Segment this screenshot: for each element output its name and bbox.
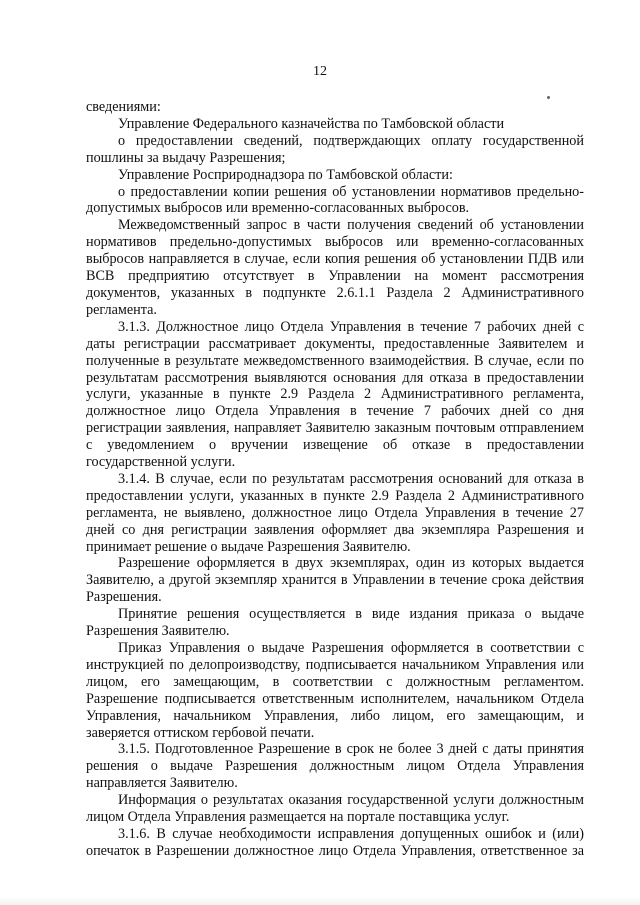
body-text (86, 99, 584, 860)
paragraph-fee-info: о предоставлении сведений, подтверждающих оплату государственной пошлины за выдачу Разрешения; (86, 132, 584, 166)
paragraph-3-1-5: 3.1.5. Подготовленное Разрешение в срок не более 3 дней с даты принятия решения о выдаче Разрешения должностным лицом Отдела Управления направляется Заявителю. (86, 741, 584, 792)
paragraph-order-issue: Принятие решения осуществляется в виде издания приказа о выдаче Разрешения Заявителю. (86, 606, 584, 640)
paragraph-treasury: Управление Федерального казначейства по Тамбовской области (118, 115, 505, 132)
paragraph-3-1-3: 3.1.3. Должностное лицо Отдела Управления в течение 7 рабочих дней с даты регистрации рассматривает документы, предоставленные Заявителем и полученные в результате межведомственного взаимодействия. В случае, если по результатам рассмотрения выявляются основания для отказа в предоставлении услуги, указанные в пункте 2.9 Раздела 2 Административного регламента, должностное лицо Отдела Управления в течение 7 рабочих дней со дня регистрации заявления, направляет Заявителю заказным почтовым отправлением с уведомлением о вручении извещение об отказе в предоставлении государственной услуги. (86, 318, 584, 471)
paragraph-order-signing: Приказ Управления о выдаче Разрешения оформляется в соответствии с инструкцией по делопроизводству, подписывается начальником Управления или лицом, его замещающим, в соответствии с должностным регламентом. Разрешение подписывается ответственным исполнителем, начальником Отдела Управления, начальником Управления, либо лицом, его замещающим, и заверяется оттиском гербовой печати. (86, 640, 584, 741)
paragraph-3-1-4: 3.1.4. В случае, если по результатам рассмотрения оснований для отказа в предоставлении услуги, указанных в пункте 2.9 Раздела 2 Административного регламента, не выявлено, должностное лицо Отдела Управления в течение 27 дней со дня регистрации заявления оформляет два экземпляра Разрешения и принимает решение о выдаче Разрешения Заявителю. (86, 470, 584, 555)
paragraph-intro: сведениями: (86, 99, 161, 115)
paragraph-rosprirodnadzor: Управление Росприроднадзора по Тамбовской области: (118, 166, 453, 183)
paragraph-interagency-request: Межведомственный запрос в части получения сведений об установлении нормативов предельно-допустимых выбросов или временно-согласованных выбросов направляется в случае, если копия решения об установлении ПДВ или ВСВ предприятию отсутствует в Управлении на момент рассмотрения документов, указанных в подпункте 2.6.1.1 Раздела 2 Административного регламента. (86, 217, 584, 318)
scan-edge-shadow (0, 897, 640, 905)
paragraph-portal-info: Информация о результатах оказания государственной услуги должностным лицом Отдела Управления размещается на портале поставщика услуг. (86, 792, 584, 826)
paragraph-norms-copy: о предоставлении копии решения об установлении нормативов предельно-допустимых выбросов или временно-согласованных выбросов. (86, 183, 584, 217)
paragraph-two-copies: Разрешение оформляется в двух экземплярах, один из которых выдается Заявителю, а другой экземпляр хранится в Управлении в течение срока действия Разрешения. (86, 555, 584, 606)
paragraph-3-1-6: 3.1.6. В случае необходимости исправления допущенных ошибок и (или) опечаток в Разрешении должностное лицо Отдела Управления, ответственное за (86, 825, 584, 859)
page-number: 12 (313, 64, 327, 79)
